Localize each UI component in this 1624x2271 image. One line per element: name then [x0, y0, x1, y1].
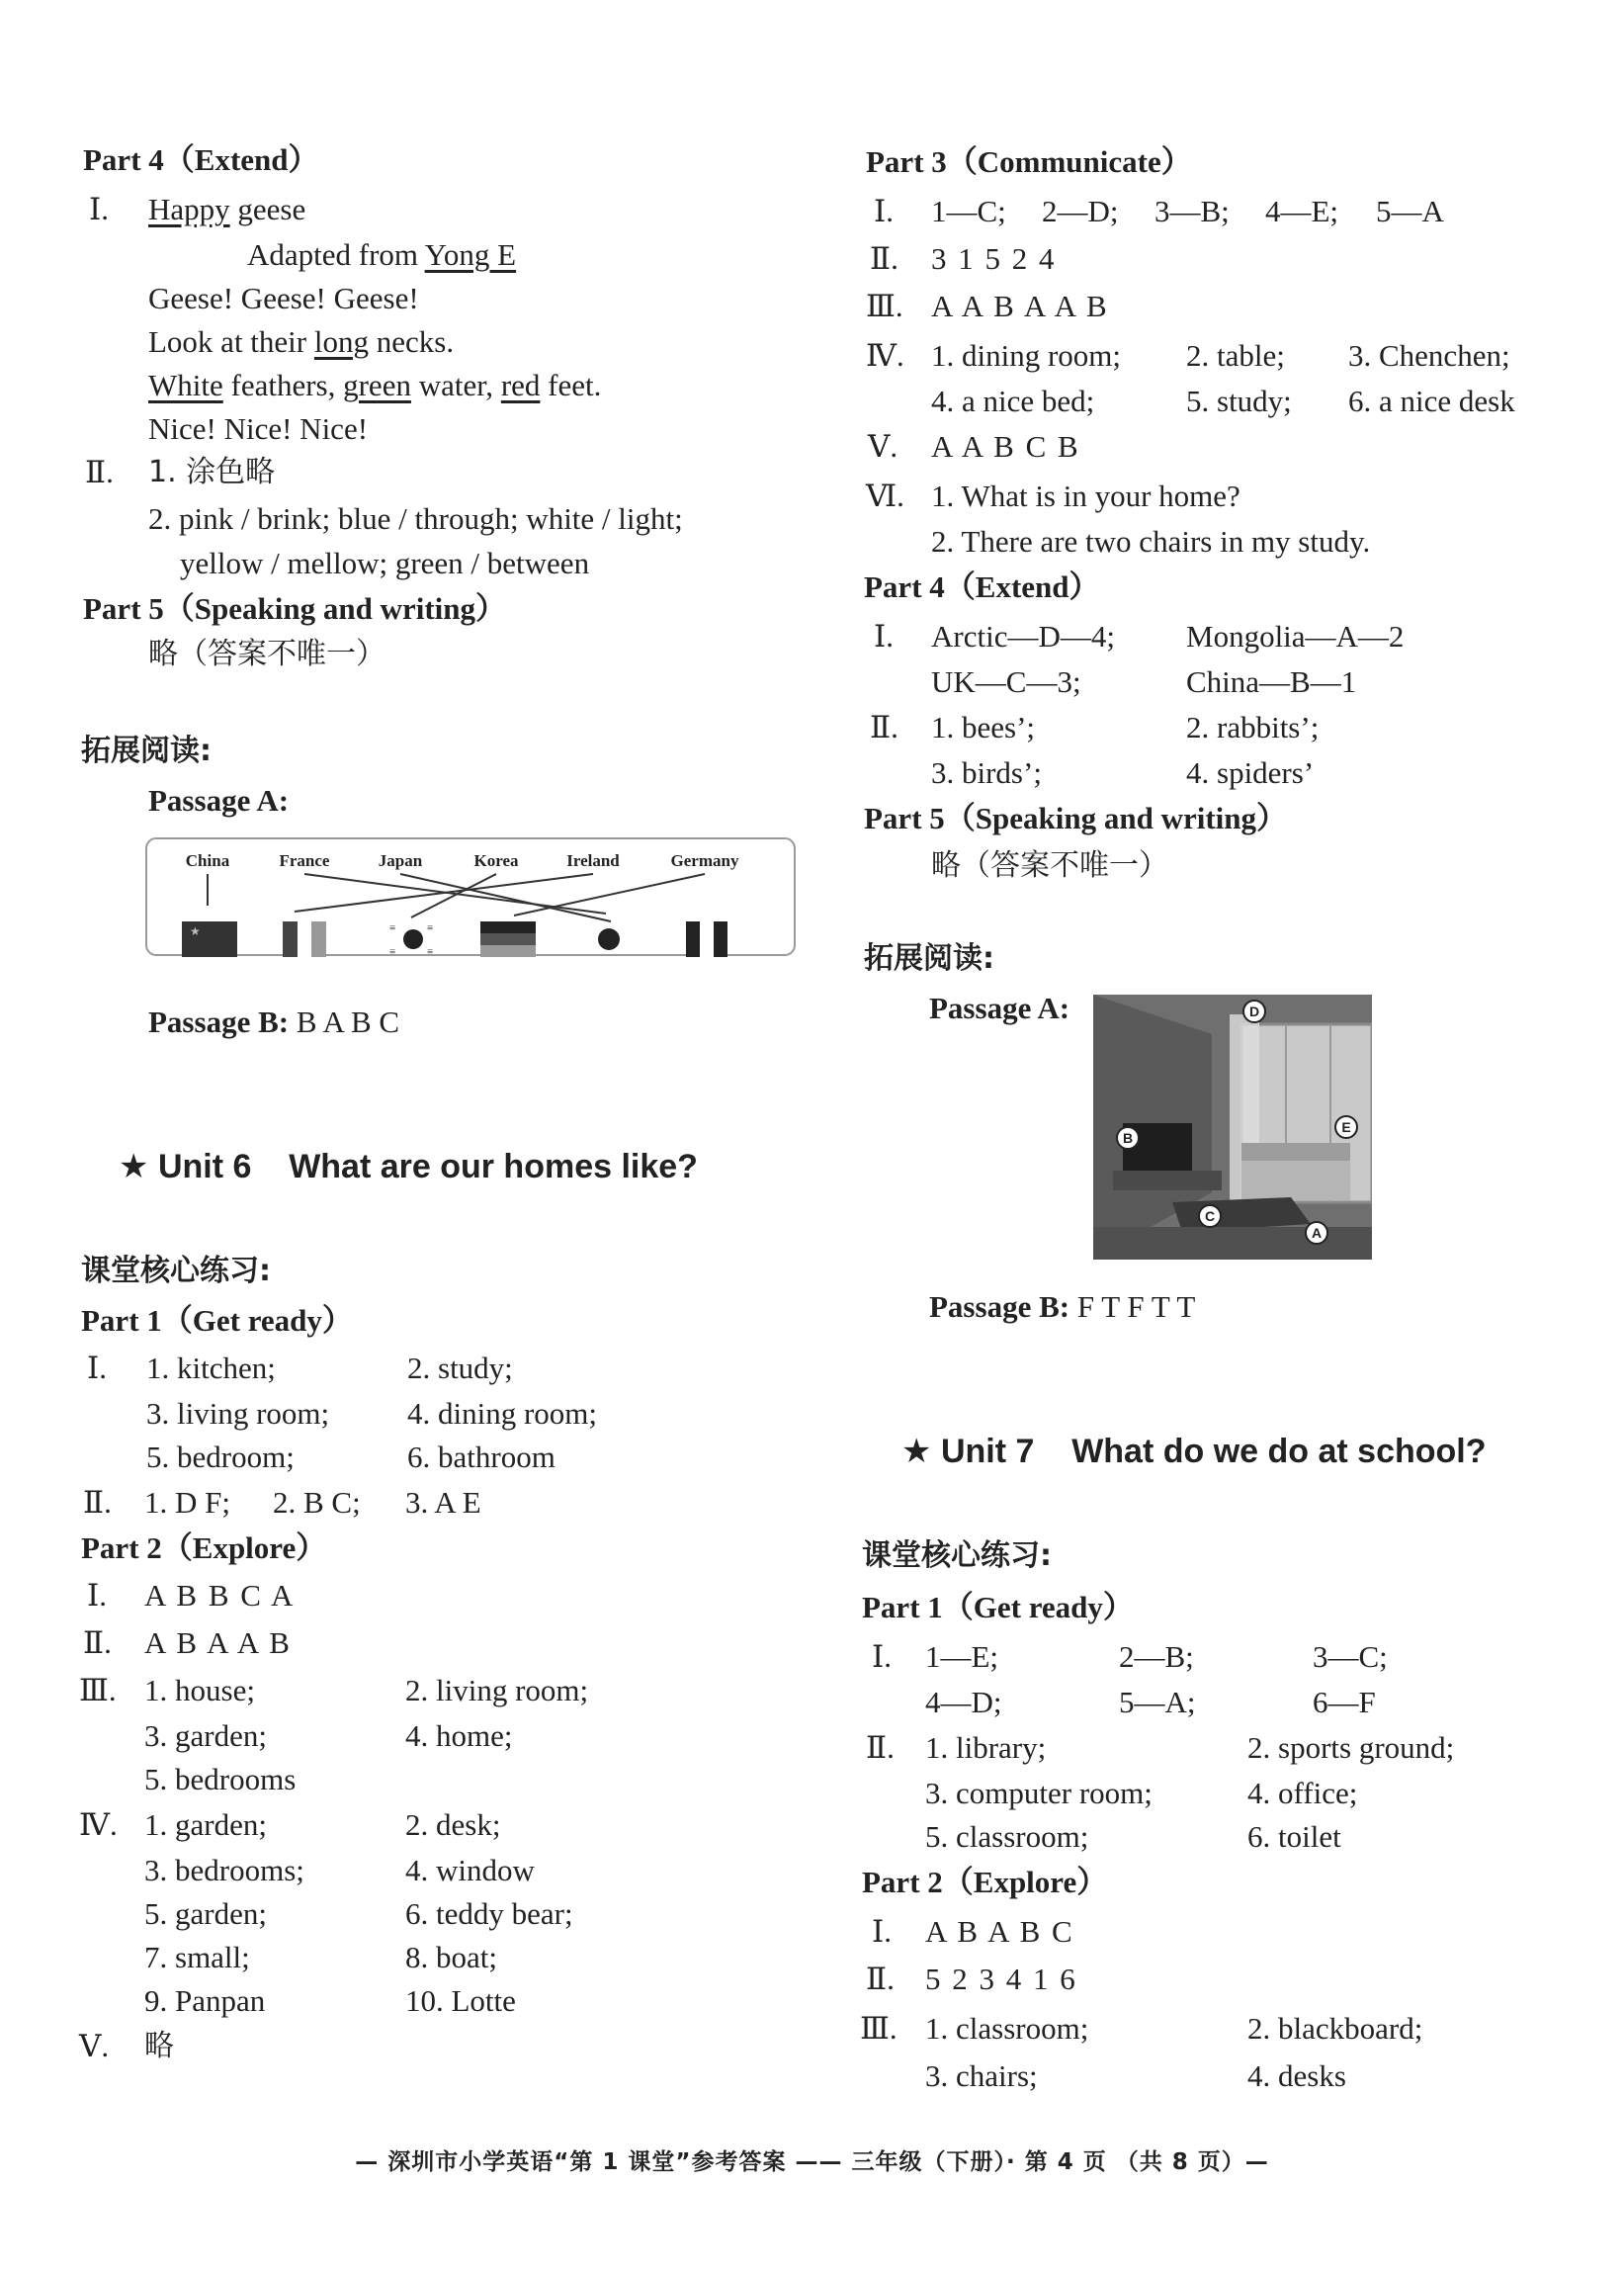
u6p1-i-6: 6. bathroom [407, 1440, 556, 1474]
p3-iv-2: 2. table; [1186, 338, 1285, 373]
u7p1-ii-3: 3. computer room; [925, 1776, 1153, 1810]
country-label-china: China [185, 851, 230, 870]
right-passage-a: Passage A: [929, 991, 1070, 1025]
p3-i-num: Ⅰ. [874, 194, 894, 228]
room-marker-d: D [1248, 1004, 1260, 1019]
r-p4-i-3: UK—C—3; [931, 664, 1081, 699]
p3-i-4: 4—E; [1265, 194, 1339, 228]
p3-iv-num: Ⅳ. [866, 338, 904, 373]
r-p4-ii-num: Ⅱ. [870, 710, 898, 744]
u6p2-ii-num: Ⅱ. [83, 1625, 112, 1660]
p3-ii: 3 1 5 2 4 [931, 241, 1057, 276]
u7p2-i: A B A B C [925, 1914, 1074, 1949]
u6p2-i: A B B C A [144, 1578, 296, 1613]
living-room-picture [1093, 995, 1372, 1260]
u7p2-iii-4: 4. desks [1247, 2058, 1346, 2093]
u6p2-iii-num: Ⅲ. [79, 1673, 117, 1707]
country-label-japan: Japan [378, 851, 423, 870]
u7p2-ii: 5 2 3 4 1 6 [925, 1962, 1077, 1996]
left-passage-b: Passage B: B A B C [148, 1004, 400, 1039]
poem-line-4: Nice! Nice! Nice! [148, 411, 369, 446]
u6p2-ii: A B A A B [144, 1625, 292, 1660]
u6p2-iv-2: 2. desk; [405, 1807, 501, 1842]
u7-part1-title: Part 1（Get ready） [862, 1590, 1134, 1624]
left-p4-i-num: Ⅰ. [89, 192, 109, 226]
u6p1-ii-num: Ⅱ. [83, 1485, 112, 1520]
room-marker-e: E [1341, 1119, 1351, 1135]
p3-iii-num: Ⅲ. [866, 289, 903, 323]
u6-part2-title: Part 2（Explore） [81, 1530, 327, 1565]
right-part3-title: Part 3（Communicate） [866, 144, 1192, 179]
flag-japan [598, 928, 620, 950]
left-p4-ii-2a: 2. pink / brink; blue / through; white / light; [148, 501, 683, 536]
u7p1-i-4: 4—D; [925, 1685, 1002, 1719]
u6p2-v-num: Ⅴ. [79, 2029, 110, 2063]
p3-i-5: 5—A [1376, 194, 1444, 228]
u7p1-i-1: 1—E; [925, 1639, 999, 1674]
left-p4-ii-2b: yellow / mellow; green / between [180, 546, 590, 580]
r-p4-i-num: Ⅰ. [874, 619, 894, 654]
p3-v-num: Ⅴ. [868, 429, 898, 464]
left-passage-a: Passage A: [148, 783, 290, 818]
country-label-france: France [279, 851, 330, 870]
u7p1-ii-6: 6. toilet [1247, 1819, 1341, 1854]
p3-v: A A B C B [931, 429, 1080, 464]
r-p4-i-4: China—B—1 [1186, 664, 1357, 699]
u6p2-iv-3: 3. bedrooms; [144, 1853, 304, 1887]
p3-vi-1: 1. What is in your home? [931, 479, 1240, 513]
p3-i-1: 1—C; [931, 194, 1006, 228]
u7p1-ii-5: 5. classroom; [925, 1819, 1089, 1854]
u6p2-iv-5: 5. garden; [144, 1896, 267, 1931]
u7p1-ii-1: 1. library; [925, 1730, 1047, 1765]
r-p4-ii-3: 3. birds’; [931, 755, 1042, 790]
u7p2-iii-1: 1. classroom; [925, 2011, 1089, 2046]
p3-vi-num: Ⅵ. [866, 479, 904, 513]
u6p2-iii-1: 1. house; [144, 1673, 255, 1707]
p3-iv-6: 6. a nice desk [1348, 384, 1515, 418]
poem-adapted: Adapted from Yong E [247, 237, 517, 272]
u6p1-i-4: 4. dining room; [407, 1396, 598, 1431]
u6p2-iv-4: 4. window [405, 1853, 535, 1887]
u6p1-ii-2: 2. B C; [273, 1485, 361, 1520]
room-marker-b: B [1122, 1130, 1134, 1146]
r-p4-ii-1: 1. bees’; [931, 710, 1036, 744]
right-part4-title: Part 4（Extend） [864, 569, 1100, 604]
u6p2-iv-1: 1. garden; [144, 1807, 267, 1842]
p3-iv-1: 1. dining room; [931, 338, 1122, 373]
u6p2-iv-7: 7. small; [144, 1940, 250, 1974]
u6p1-i-1: 1. kitchen; [146, 1351, 276, 1385]
u6p2-iii-3: 3. garden; [144, 1718, 267, 1753]
left-p4-ii-num: Ⅱ. [85, 455, 114, 489]
right-ext-title: 拓展阅读: [864, 941, 994, 976]
p3-i-2: 2—D; [1042, 194, 1119, 228]
flags-matching-figure [144, 836, 797, 959]
u7p1-ii-4: 4. office; [1247, 1776, 1358, 1810]
page-footer: — 深圳市小学英语“第 1 课堂”参考答案 —— 三年级（下册）· 第 4 页 （共 8 页）— [355, 2149, 1269, 2175]
svg-text:≡: ≡ [427, 946, 434, 958]
p3-i-3: 3—B; [1154, 194, 1230, 228]
flag-ireland [686, 921, 727, 957]
u7p1-i-2: 2—B; [1119, 1639, 1194, 1674]
u7p1-i-3: 3—C; [1313, 1639, 1388, 1674]
u6p1-i-5: 5. bedroom; [146, 1440, 295, 1474]
u7p2-iii-num: Ⅲ. [860, 2011, 897, 2046]
p3-ii-num: Ⅱ. [870, 241, 898, 276]
u6p2-iv-num: Ⅳ. [79, 1807, 118, 1842]
room-marker-a: A [1311, 1225, 1323, 1241]
r-p4-i-1: Arctic—D—4; [931, 619, 1115, 654]
u6p2-iv-6: 6. teddy bear; [405, 1896, 573, 1931]
u7p1-i-num: Ⅰ. [872, 1639, 892, 1674]
country-label-korea: Korea [473, 851, 519, 870]
right-core-title: 课堂核心练习: [862, 1538, 1052, 1573]
u7p1-i-6: 6—F [1313, 1685, 1376, 1719]
u7p2-i-num: Ⅰ. [872, 1914, 892, 1949]
p3-iv-5: 5. study; [1186, 384, 1292, 418]
u6p2-iii-4: 4. home; [405, 1718, 513, 1753]
u6p1-ii-3: 3. A E [405, 1485, 481, 1520]
p3-iii: A A B A A B [931, 289, 1109, 323]
poem-title: Happy geese [148, 192, 306, 226]
svg-text:≡: ≡ [389, 946, 396, 958]
u6p2-i-num: Ⅰ. [87, 1578, 107, 1613]
unit6-heading: ★ Unit 6 What are our homes like? [119, 1148, 698, 1185]
poem-line-1: Geese! Geese! Geese! [148, 281, 419, 315]
left-part4-title: Part 4（Extend） [83, 142, 319, 177]
poem-line-3: White feathers, green water, red feet. [148, 368, 602, 402]
right-passage-b: Passage B: F T F T T [929, 1289, 1196, 1324]
u7p2-iii-3: 3. chairs; [925, 2058, 1038, 2093]
right-part5-ans: 略（答案不唯一） [931, 848, 1168, 883]
poem-line-2: Look at their long necks. [148, 324, 455, 359]
p3-iv-4: 4. a nice bed; [931, 384, 1095, 418]
u6p2-iii-5: 5. bedrooms [144, 1762, 297, 1796]
u7p2-ii-num: Ⅱ. [866, 1962, 895, 1996]
u7p1-i-5: 5—A; [1119, 1685, 1196, 1719]
country-label-ireland: Ireland [566, 851, 620, 870]
u6p2-iv-8: 8. boat; [405, 1940, 497, 1974]
room-marker-c: C [1204, 1208, 1216, 1224]
r-p4-ii-4: 4. spiders’ [1186, 755, 1315, 790]
country-label-germany: Germany [670, 851, 739, 870]
left-ext-title: 拓展阅读: [81, 734, 212, 768]
u6p1-i-3: 3. living room; [146, 1396, 330, 1431]
left-part5-ans: 略（答案不唯一） [148, 637, 385, 671]
unit7-heading: ★ Unit 7 What do we do at school? [901, 1433, 1487, 1470]
u6p2-iii-2: 2. living room; [405, 1673, 589, 1707]
u6p1-i-2: 2. study; [407, 1351, 513, 1385]
u7p1-ii-num: Ⅱ. [866, 1730, 895, 1765]
u6-part1-title: Part 1（Get ready） [81, 1303, 353, 1338]
svg-text:≡: ≡ [389, 922, 396, 934]
left-core-title: 课堂核心练习: [81, 1254, 271, 1288]
u7p2-iii-2: 2. blackboard; [1247, 2011, 1423, 2046]
p3-iv-3: 3. Chenchen; [1348, 338, 1510, 373]
r-p4-i-2: Mongolia—A—2 [1186, 619, 1405, 654]
u6p1-ii-1: 1. D F; [144, 1485, 230, 1520]
u7-part2-title: Part 2（Explore） [862, 1865, 1108, 1899]
flag-germany [480, 921, 536, 957]
u6p2-iv-9: 9. Panpan [144, 1983, 266, 2018]
left-p4-ii-1: 1. 涂色略 [148, 455, 276, 489]
u6p2-iv-10: 10. Lotte [405, 1983, 516, 2018]
right-part5-title: Part 5（Speaking and writing） [864, 801, 1288, 835]
p3-vi-2: 2. There are two chairs in my study. [931, 524, 1371, 559]
left-part5-title: Part 5（Speaking and writing） [83, 591, 507, 626]
r-p4-ii-2: 2. rabbits’; [1186, 710, 1320, 744]
u6p1-i-num: Ⅰ. [87, 1351, 107, 1385]
u7p1-ii-2: 2. sports ground; [1247, 1730, 1455, 1765]
u6p2-v: 略 [144, 2029, 174, 2063]
svg-text:≡: ≡ [427, 922, 434, 934]
svg-text:★: ★ [190, 924, 201, 938]
